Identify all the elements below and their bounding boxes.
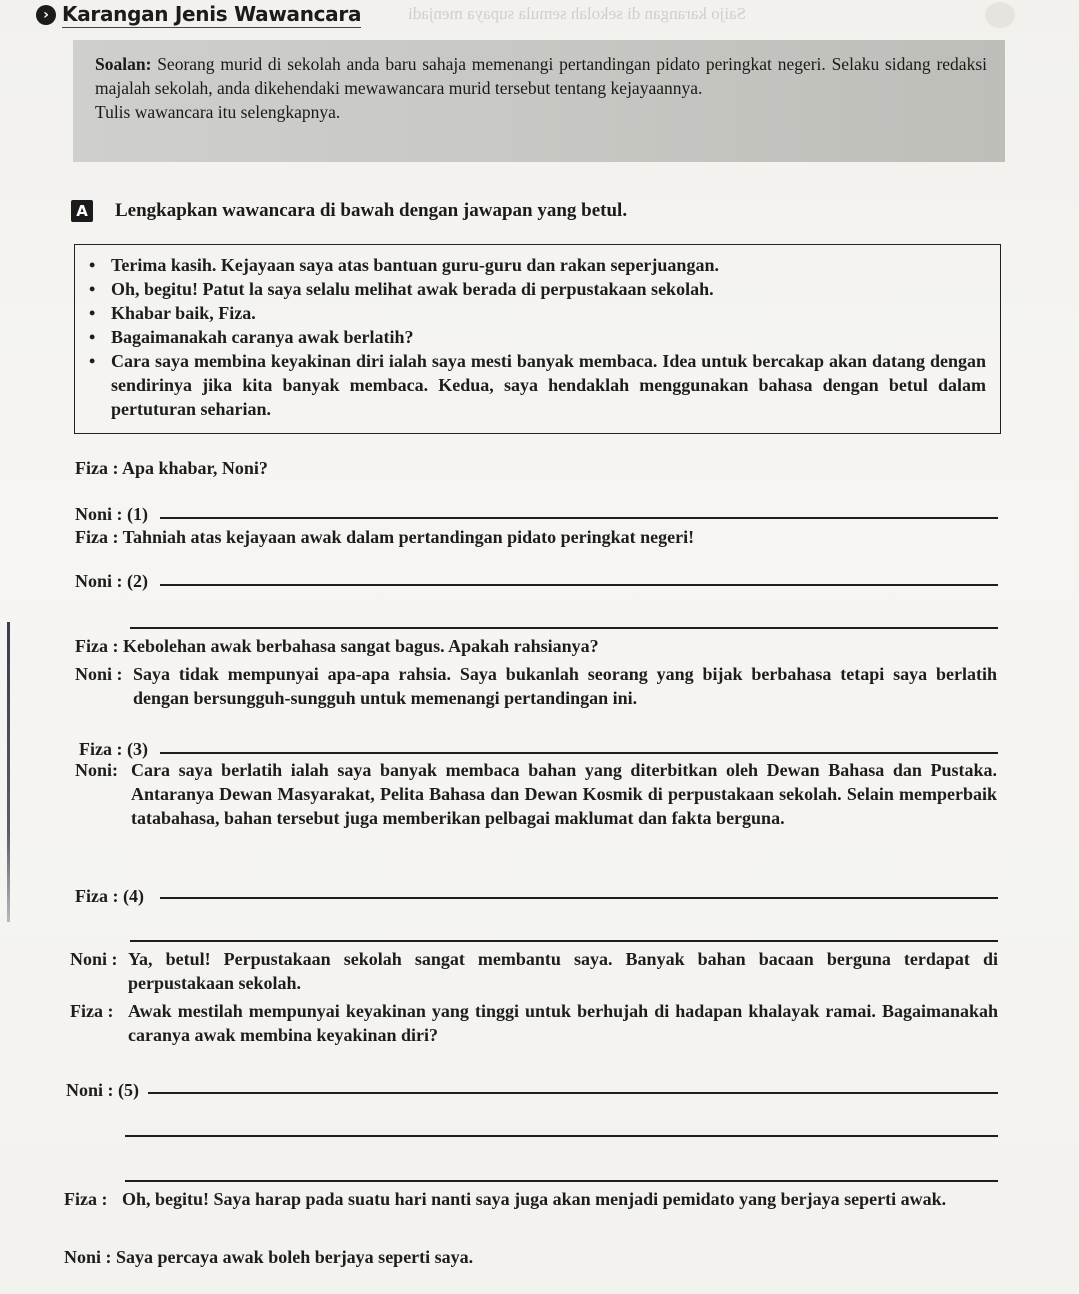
question-label: Soalan: — [95, 54, 152, 74]
dialogue-line — [66, 1078, 139, 1102]
answer-option: • Terima kasih. Kejayaan saya atas bantuan guru-guru dan rakan seperjuangan. — [89, 253, 986, 277]
speaker-sep: : — [103, 1080, 119, 1100]
section-a-heading — [71, 200, 627, 222]
speaker-name: Fiza — [75, 458, 108, 478]
dialogue-line — [75, 502, 148, 526]
dialogue-line — [75, 525, 694, 549]
speaker-name — [64, 1187, 108, 1211]
question-text — [95, 52, 987, 100]
dialogue-paragraph — [64, 1187, 1002, 1211]
question-body: Seorang murid di sekolah anda baru sahaja memenangi pertandingan pidato peringkat negeri. Selaku sidang redaksi majalah sekolah, anda dikehendaki mewawancara murid tersebut tentang kejayaannya. — [95, 54, 987, 98]
bleed-through-circle — [985, 2, 1015, 28]
speaker-name — [70, 999, 114, 1023]
margin-bar — [7, 622, 10, 922]
bleed-through-text: Saijo karangan di sekolah semula supaya menjadi — [408, 4, 747, 23]
dialogue-text: Ya, betul! Perpustakaan sekolah sangat membantu saya. Banyak bahan bacaan berguna terdapat di perpustakaan sekolah. — [128, 949, 998, 993]
answer-blank-4-continued[interactable] — [130, 940, 998, 942]
speaker-label: Noni — [75, 664, 113, 684]
speaker-name: Fiza — [75, 886, 108, 906]
speaker-sep: : — [112, 739, 127, 759]
speaker-sep: : — [103, 1001, 114, 1021]
speaker-label: Fiza — [70, 1001, 103, 1021]
speaker-name: Noni — [75, 571, 113, 591]
blank-label: (2) — [127, 571, 149, 591]
speaker-sep: : — [108, 886, 123, 906]
dialogue-line — [75, 634, 599, 658]
speaker-sep: : — [112, 760, 119, 780]
speaker-name: Fiza — [75, 636, 108, 656]
section-header — [36, 2, 361, 28]
chevron-right-circle-icon: › — [36, 5, 56, 25]
speaker-sep: : — [112, 664, 123, 684]
answer-blank-5[interactable] — [148, 1092, 998, 1094]
speaker-sep: : — [97, 1189, 108, 1209]
answer-options-box — [74, 244, 1001, 434]
speaker-sep: : — [107, 949, 118, 969]
speaker-label: Noni — [70, 949, 108, 969]
speaker-name — [75, 758, 118, 782]
dialogue-text: Tahniah atas kejayaan awak dalam pertandingan pidato peringkat negeri! — [122, 527, 695, 547]
speaker-sep: : — [108, 458, 123, 478]
answer-option: • Bagaimanakah caranya awak berlatih? — [89, 325, 986, 349]
answer-option: • Khabar baik, Fiza. — [89, 301, 986, 325]
dialogue-line — [75, 884, 144, 908]
blank-label: (5) — [118, 1080, 140, 1100]
dialogue-text: Saya tidak mempunyai apa-apa rahsia. Saya bukanlah seorang yang bijak berbahasa tetapi saya berlatih dengan bersungguh-sungguh untuk memenangi pertandingan ini. — [133, 664, 997, 708]
dialogue-line — [75, 456, 268, 480]
speaker-label: Fiza — [64, 1189, 97, 1209]
speaker-name: Noni — [64, 1247, 102, 1267]
blank-label: (3) — [127, 739, 148, 759]
speaker-sep: : — [108, 636, 123, 656]
speaker-sep: : — [112, 504, 128, 524]
answer-blank-1[interactable] — [160, 517, 998, 519]
blank-label: (4) — [123, 886, 144, 906]
dialogue-text: Awak mestilah mempunyai keyakinan yang tinggi untuk berhujah di hadapan khalayak ramai. Bagaimanakah caranya awak membina keyakinan diri? — [128, 1001, 998, 1045]
speaker-name — [75, 662, 123, 686]
dialogue-text: Saya percaya awak boleh berjaya seperti saya. — [116, 1247, 474, 1267]
dialogue-text: Cara saya berlatih ialah saya banyak membaca bahan yang diterbitkan oleh Dewan Bahasa dan Pustaka. Antaranya Dewan Masyarakat, Pelita Bahasa dan Dewan Kosmik di perpustakaan sekolah. Selain memperbaik tatabahasa, bahan tersebut juga memberikan pelbagai maklumat dan fakta berguna. — [131, 760, 997, 828]
answer-blank-2-continued[interactable] — [130, 627, 998, 629]
answer-blank-4[interactable] — [160, 897, 998, 899]
dialogue-text: Apa khabar, Noni? — [122, 458, 268, 478]
section-badge: A — [71, 200, 93, 222]
dialogue-paragraph — [70, 999, 998, 1047]
answer-options-list — [89, 253, 986, 421]
speaker-name: Noni — [75, 504, 113, 524]
speaker-name: Noni — [66, 1080, 104, 1100]
blank-label: (1) — [127, 504, 149, 524]
dialogue-paragraph — [75, 758, 997, 830]
answer-blank-5-continued[interactable] — [125, 1135, 998, 1137]
dialogue-text: Kebolehan awak berbahasa sangat bagus. Apakah rahsianya? — [123, 636, 599, 656]
answer-option: • Oh, begitu! Patut la saya selalu melihat awak berada di perpustakaan sekolah. — [89, 277, 986, 301]
dialogue-line — [64, 1245, 473, 1269]
dialogue-paragraph — [75, 662, 997, 710]
page-title: Karangan Jenis Wawancara — [62, 2, 362, 26]
dialogue-line — [75, 569, 148, 593]
answer-blank-3[interactable] — [160, 752, 998, 754]
speaker-name — [70, 947, 118, 971]
speaker-name: Fiza — [79, 739, 112, 759]
question-instruction: Tulis wawancara itu selengkapnya. — [95, 102, 341, 122]
speaker-label: Noni — [75, 760, 113, 780]
dialogue-paragraph — [70, 947, 998, 995]
question-box — [73, 40, 1005, 162]
speaker-sep: : — [101, 1247, 117, 1267]
answer-option: • Cara saya membina keyakinan diri ialah saya mesti banyak membaca. Idea untuk bercakap akan datang dengan sendirinya jika kita banyak membaca. Kedua, saya hendaklah menggunakan bahasa dengan betul dalam pertuturan seharian. — [89, 349, 986, 421]
section-instruction: Lengkapkan wawancara di bawah dengan jawapan yang betul. — [115, 200, 628, 221]
speaker-name: Fiza — [75, 527, 108, 547]
answer-blank-2[interactable] — [160, 584, 998, 586]
speaker-sep: : — [112, 571, 128, 591]
speaker-sep: : — [108, 527, 123, 547]
answer-blank-5-continued-2[interactable] — [125, 1180, 998, 1182]
dialogue-text: Oh, begitu! Saya harap pada suatu hari nanti saya juga akan menjadi pemidato yang berjaya seperti awak. — [122, 1189, 947, 1209]
